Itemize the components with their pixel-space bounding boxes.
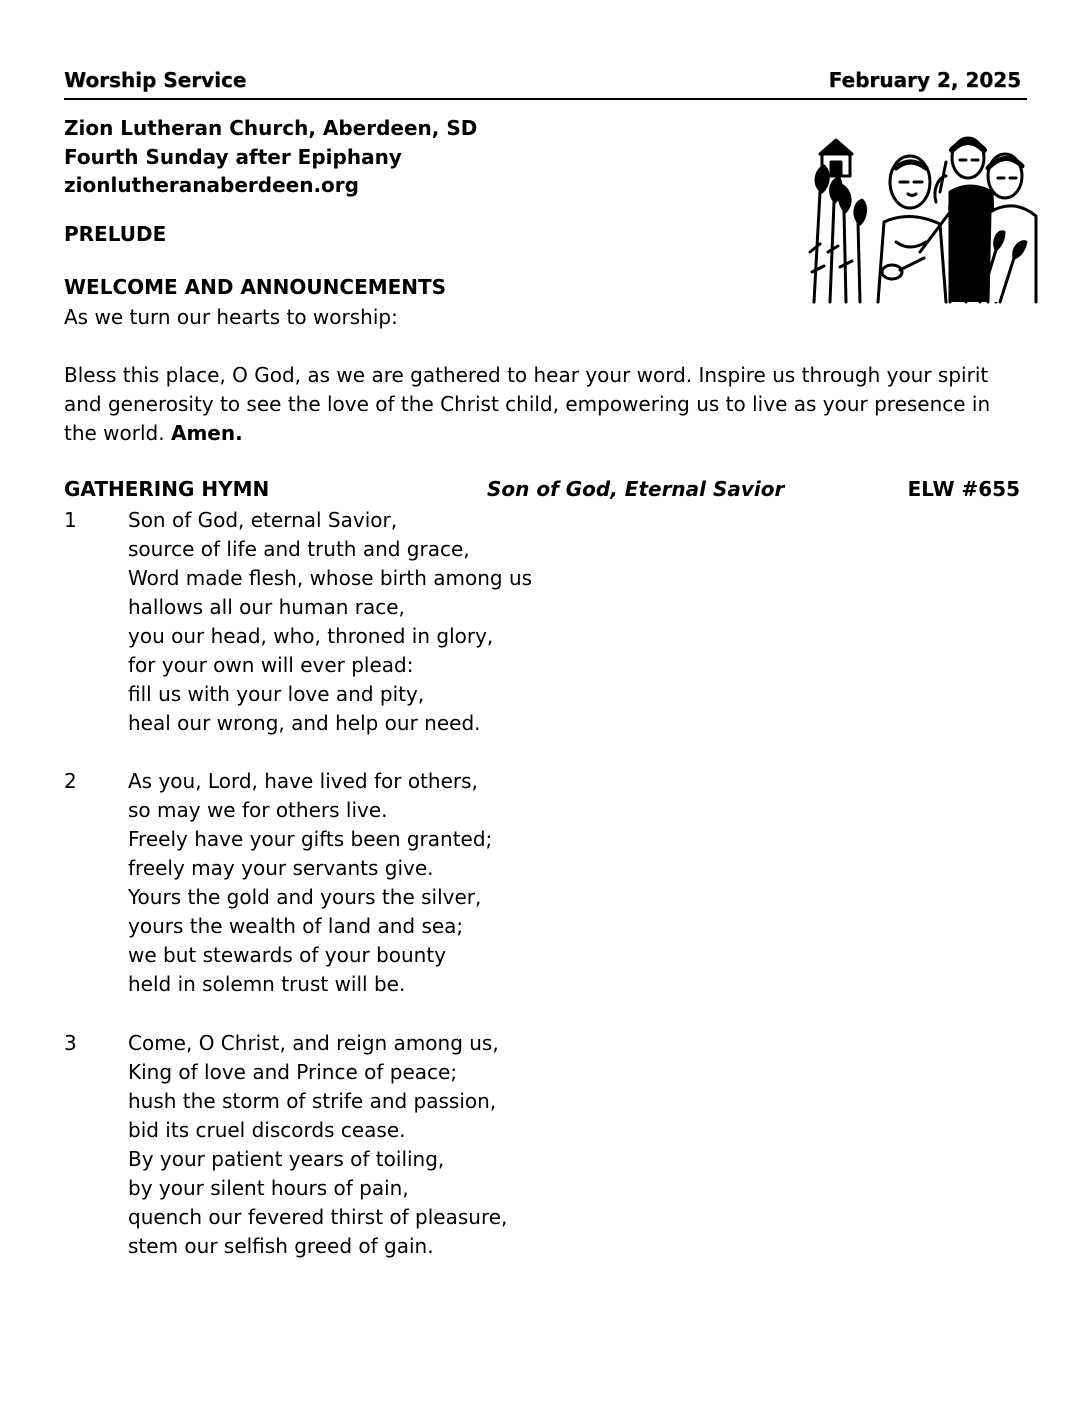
stanza-line: quench our fevered thirst of pleasure, <box>128 1205 508 1229</box>
church-name: Zion Lutheran Church, Aberdeen, SD <box>64 116 478 140</box>
stanza-line: by your silent hours of pain, <box>128 1176 409 1200</box>
welcome-intro: As we turn our hearts to worship: <box>64 305 398 329</box>
stanza-line: for your own will ever plead: <box>128 653 414 677</box>
stanza-lines <box>128 506 532 738</box>
stanza-line: Son of God, eternal Savior, <box>128 508 398 532</box>
prelude-heading: PRELUDE <box>64 222 167 246</box>
stanza-line: By your patient years of toiling, <box>128 1147 445 1171</box>
hymn-title: Son of God, Eternal Savior <box>487 477 785 501</box>
page-header <box>64 66 1027 100</box>
stanza-number: 2 <box>64 769 77 793</box>
stanza-line: Word made flesh, whose birth among us <box>128 566 533 590</box>
stanza-line: Freely have your gifts been granted; <box>128 827 493 851</box>
prayer-text: Bless this place, O God, as we are gathered to hear your word. Inspire us through your spirit and generosity to see the love of the Christ child, empowering us to live as your presence in the world. <box>64 363 991 445</box>
stanza-line: source of life and truth and grace, <box>128 537 470 561</box>
stanza-line: fill us with your love and pity, <box>128 682 425 706</box>
church-website: zionlutheranaberdeen.org <box>64 173 359 197</box>
church-info <box>64 114 477 200</box>
welcome-heading: WELCOME AND ANNOUNCEMENTS <box>64 275 447 299</box>
stanza-line: we but stewards of your bounty <box>128 943 447 967</box>
stanza-number: 3 <box>64 1031 77 1055</box>
stanza-line: King of love and Prince of peace; <box>128 1060 458 1084</box>
hymn-number: ELW #655 <box>907 477 1020 501</box>
gathering-hymn-row <box>64 477 1020 507</box>
stanza-line: hallows all our human race, <box>128 595 405 619</box>
hymn-label: GATHERING HYMN <box>64 477 270 501</box>
stanza-number: 1 <box>64 508 77 532</box>
stanza-line: so may we for others live. <box>128 798 388 822</box>
header-title: Worship Service <box>64 68 247 92</box>
stanza-line: Come, O Christ, and reign among us, <box>128 1031 499 1055</box>
stanza-line: freely may your servants give. <box>128 856 434 880</box>
stanza-line: stem our selfish greed of gain. <box>128 1234 434 1258</box>
header-date: February 2, 2025 <box>828 68 1021 92</box>
stanza-lines <box>128 1029 507 1261</box>
opening-prayer <box>64 361 1024 448</box>
prayer-response: Amen. <box>170 421 243 445</box>
stanza-lines <box>128 767 492 999</box>
church-sunday: Fourth Sunday after Epiphany <box>64 144 402 169</box>
harvest-people-illustration <box>800 132 1042 310</box>
stanza-line: Yours the gold and yours the silver, <box>128 885 482 909</box>
stanza-line: bid its cruel discords cease. <box>128 1118 406 1142</box>
stanza-line: heal our wrong, and help our need. <box>128 711 481 735</box>
stanza-line: yours the wealth of land and sea; <box>128 914 464 938</box>
stanza-line: you our head, who, throned in glory, <box>128 624 494 648</box>
stanza-line: hush the storm of strife and passion, <box>128 1089 497 1113</box>
stanza-line: held in solemn trust will be. <box>128 972 406 996</box>
stanza-line: As you, Lord, have lived for others, <box>128 769 478 793</box>
